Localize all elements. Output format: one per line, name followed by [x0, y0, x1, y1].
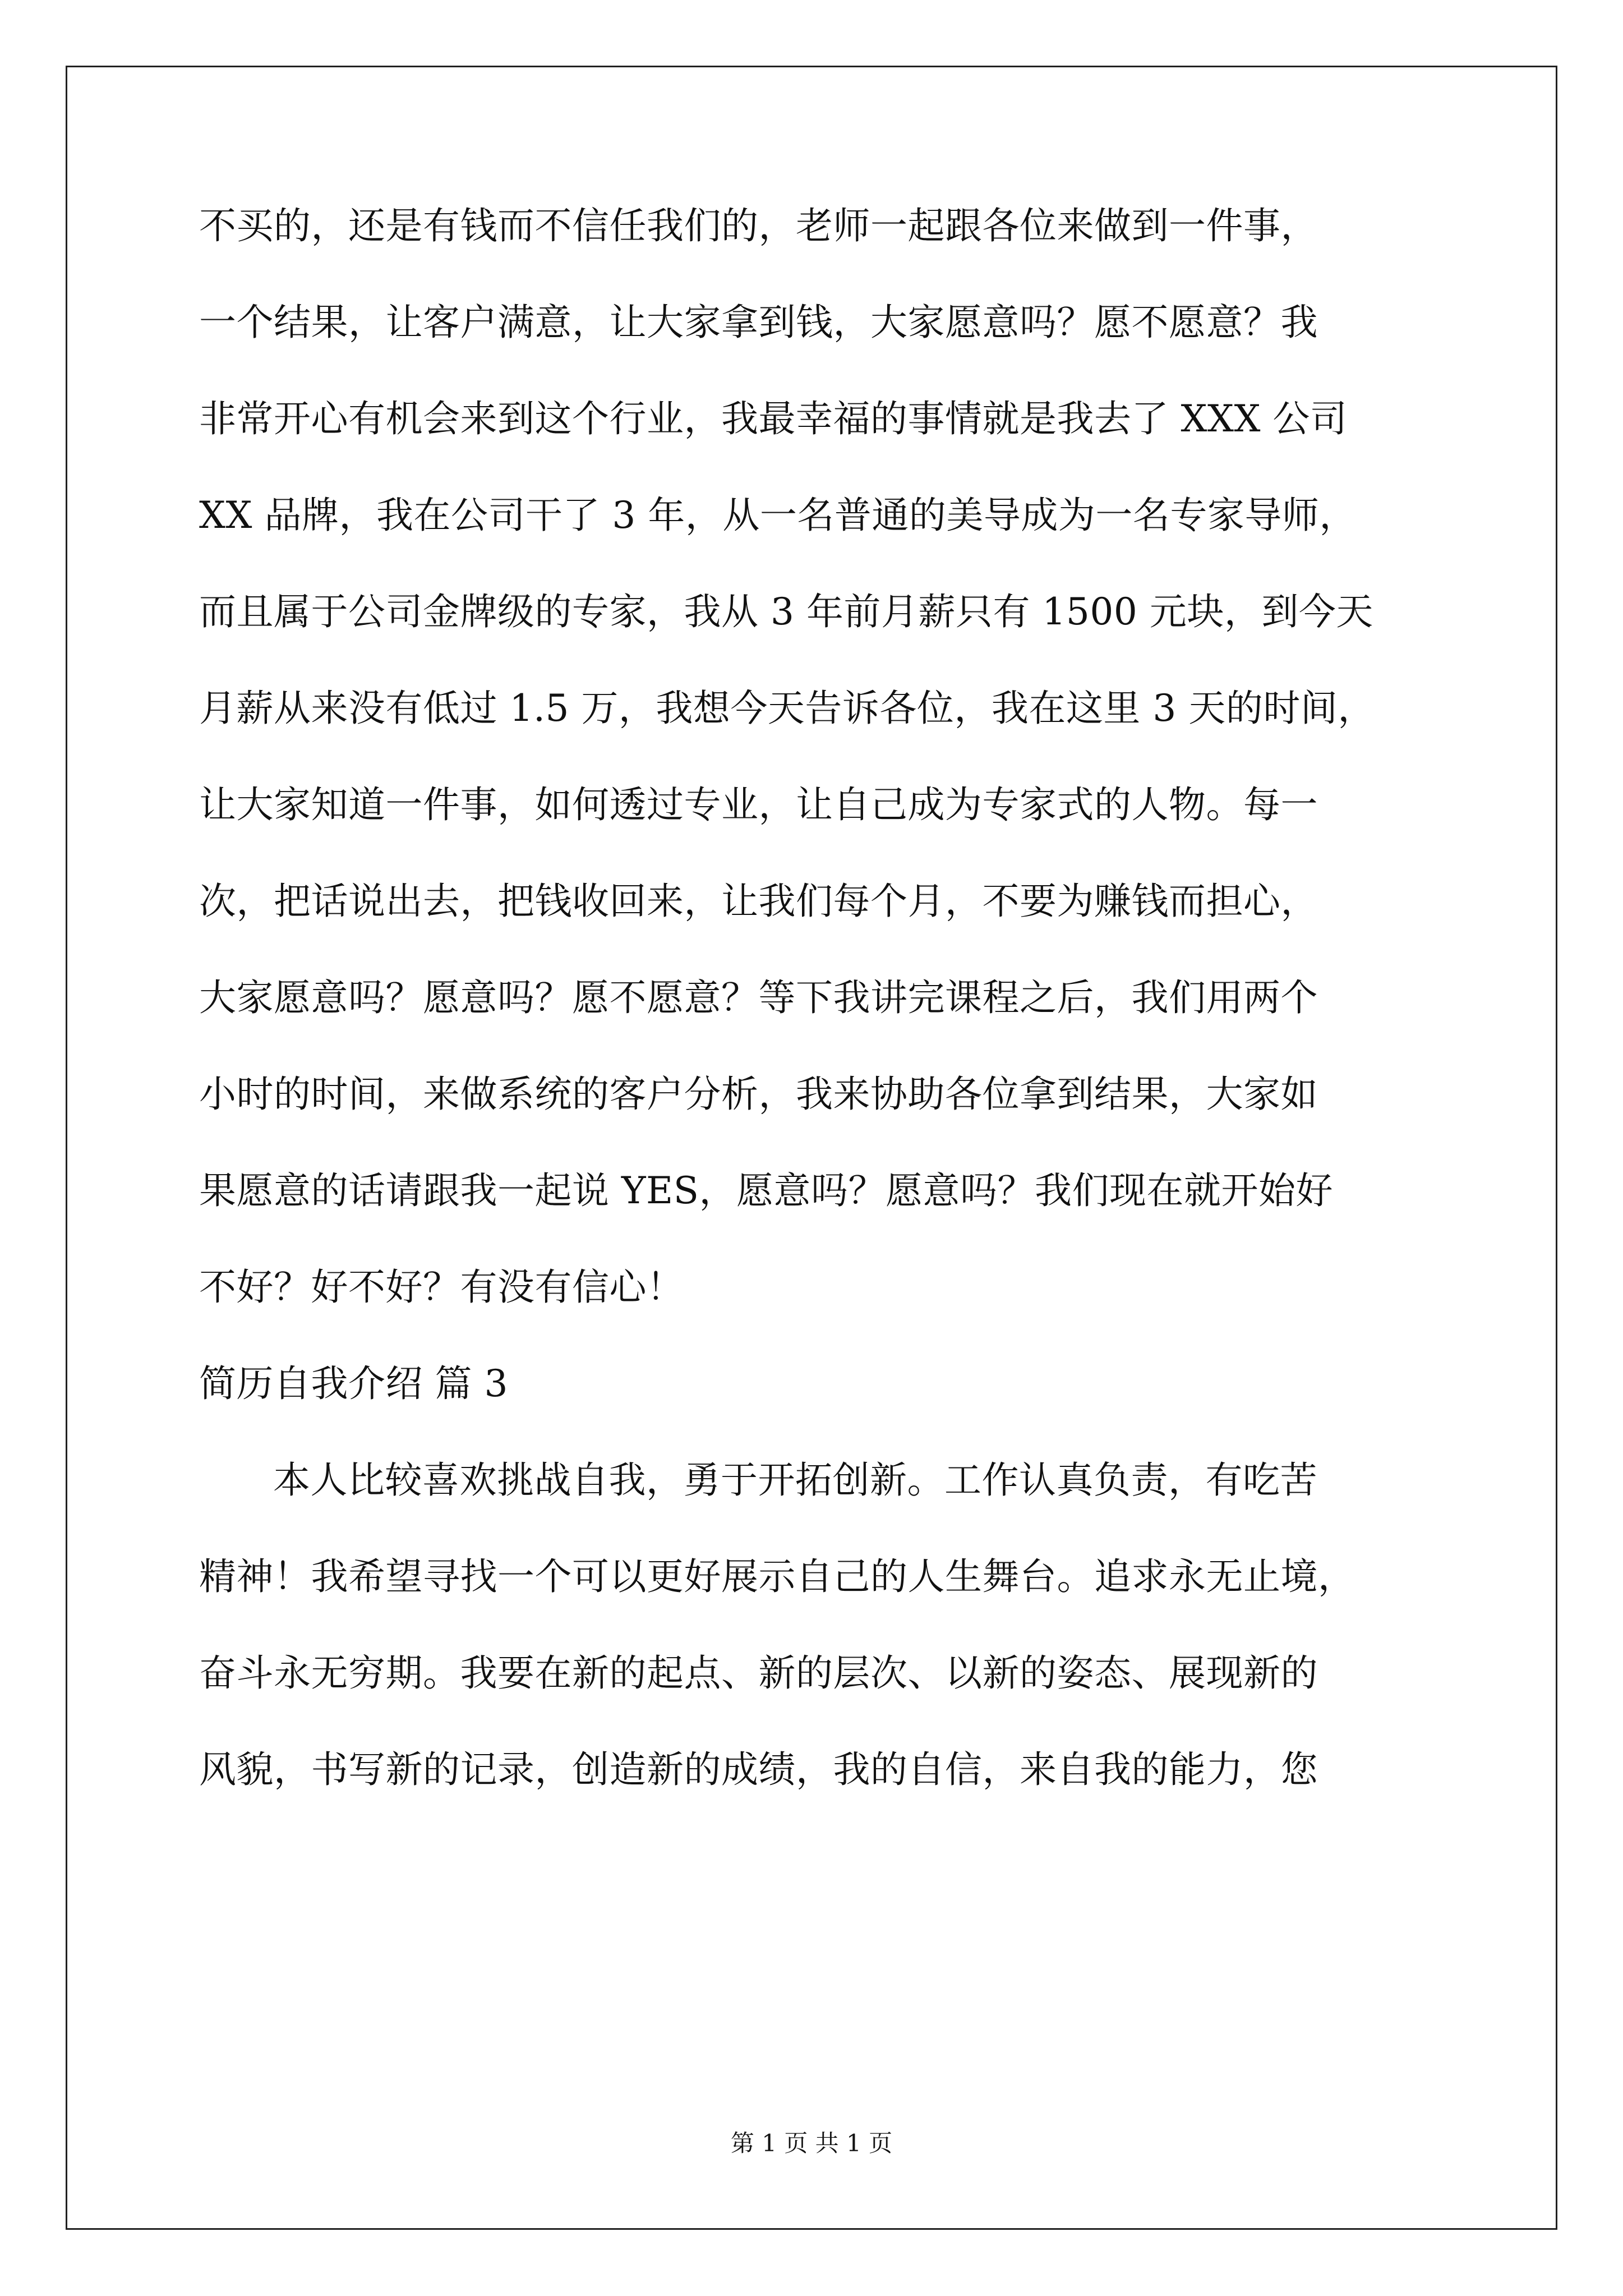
- section-line: 风貌，书写新的记录，创造新的成绩，我的自信，来自我的能力，您: [199, 1748, 1318, 1791]
- body-line: 不买的，还是有钱而不信任我们的，老师一起跟各位来做到一件事，: [199, 204, 1318, 247]
- section-line: 奋斗永无穷期。我要在新的起点、新的层次、以新的姿态、展现新的: [199, 1651, 1318, 1695]
- body-line: 而且属于公司金牌级的专家，我从 3 年前月薪只有 1500 元块，到今天: [199, 590, 1373, 633]
- body-line: 一个结果，让客户满意，让大家拿到钱，大家愿意吗？愿不愿意？我: [199, 301, 1318, 344]
- section-line: 本人比较喜欢挑战自我，勇于开拓创新。工作认真负责，有吃苦: [273, 1458, 1317, 1502]
- body-line: 非常开心有机会来到这个行业，我最幸福的事情就是我去了 XXX 公司: [199, 397, 1348, 440]
- body-line: 不好？好不好？有没有信心！: [199, 1266, 684, 1309]
- body-line: 让大家知道一件事，如何透过专业，让自己成为专家式的人物。每一: [199, 783, 1318, 826]
- section-line: 精神！我希望寻找一个可以更好展示自己的人生舞台。追求永无止境，: [199, 1555, 1355, 1598]
- body-line: 果愿意的话请跟我一起说 YES，愿意吗？愿意吗？我们现在就开始好: [199, 1169, 1333, 1212]
- body-line: 小时的时间，来做系统的客户分析，我来协助各位拿到结果，大家如: [199, 1073, 1318, 1116]
- body-line: 大家愿意吗？愿意吗？愿不愿意？等下我讲完课程之后，我们用两个: [199, 976, 1318, 1019]
- section-heading: 简历自我介绍 篇 3: [199, 1362, 508, 1405]
- page-footer: 第 1 页 共 1 页: [730, 2129, 893, 2157]
- body-line: 次，把话说出去，把钱收回来，让我们每个月，不要为赚钱而担心，: [199, 880, 1318, 923]
- body-line: XX 品牌，我在公司干了 3 年，从一名普通的美导成为一名专家导师，: [199, 494, 1357, 537]
- body-line: 月薪从来没有低过 1.5 万，我想今天告诉各位，我在这里 3 天的时间，: [199, 687, 1375, 730]
- document-body: [199, 204, 1433, 1848]
